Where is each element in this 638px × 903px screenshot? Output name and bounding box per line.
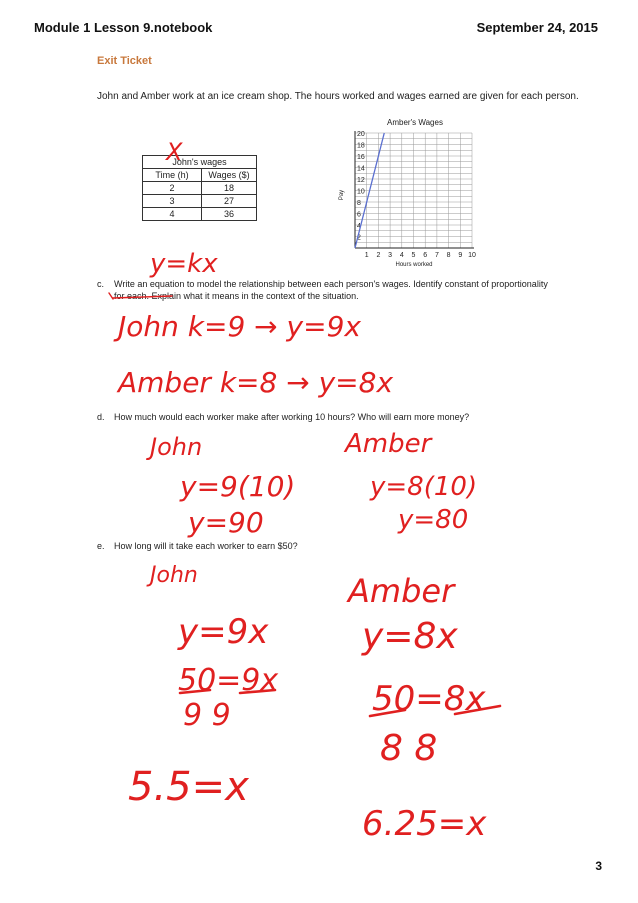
question-c-line2: for each. Explain what it means in the context of the situation. (114, 291, 359, 301)
handwritten-e-john-2: 50=9x (178, 663, 279, 698)
handwritten-x-mark: X (166, 138, 183, 166)
ambers-wages-chart (339, 118, 476, 268)
handwritten-c-john: John k=9 → y=9x (118, 310, 361, 343)
chart-ylabel: Pay (339, 189, 345, 201)
chart-x-tick-label: 3 (388, 252, 393, 259)
chart-y-tick-label: 18 (357, 142, 365, 150)
handwritten-d-amber-name: Amber (345, 429, 432, 459)
handwritten-d-john-2: y=90 (188, 506, 264, 539)
question-c-line1: Write an equation to model the relationship between each person's wages. Identify constant of proportionality (114, 279, 548, 289)
chart-y-tick-label: 2 (357, 234, 361, 242)
handwritten-d-amber-1: y=8(10) (370, 472, 478, 502)
handwritten-general-equation: y=kx (150, 249, 218, 279)
table-caption: John's wages (143, 156, 257, 169)
chart-y-tick-label: 12 (357, 177, 365, 184)
chart-xlabel: Hours worked (395, 262, 433, 268)
worksheet-title: Exit Ticket (97, 55, 152, 67)
table-cell: 18 (202, 182, 257, 195)
handwritten-d-amber-2: y=80 (398, 505, 469, 535)
question-d-text: How much would each worker make after working 10 hours? Who will earn more money? (114, 412, 470, 422)
table-cell: 36 (202, 208, 257, 221)
page-number: 3 (595, 859, 602, 873)
handwritten-e-amber-2: 50=8x (372, 679, 486, 719)
notebook-title: Module 1 Lesson 9.notebook (34, 20, 213, 35)
chart-y-tick-label: 4 (357, 223, 361, 230)
question-d-letter: d. (97, 412, 105, 422)
chart-x-tick-label: 9 (458, 252, 463, 259)
table-cell: 27 (202, 195, 257, 208)
chart-y-tick-label: 16 (357, 154, 365, 161)
handwritten-e-amber-4: 6.25=x (362, 804, 487, 844)
table-header: Time (h) (143, 169, 202, 182)
chart-x-tick-label: 2 (376, 252, 381, 259)
handwritten-e-amber-3: 8 8 (380, 728, 438, 769)
table-cell: 3 (143, 195, 202, 208)
table-header: Wages ($) (202, 169, 257, 182)
chart-y-tick-label: 14 (357, 165, 365, 173)
chart-title: Amber's Wages (387, 118, 443, 127)
table-cell: 2 (143, 182, 202, 195)
question-e-letter: e. (97, 541, 105, 551)
chart-x-tick-label: 6 (423, 252, 428, 259)
chart-x-tick-label: 8 (446, 252, 451, 259)
handwritten-d-john-name: John (150, 433, 203, 461)
handwritten-c-amber: Amber k=8 → y=8x (118, 366, 394, 399)
intro-text: John and Amber work at an ice cream shop. The hours worked and wages earned are given for each person. (97, 91, 579, 102)
chart-y-tick-label: 8 (357, 200, 361, 207)
table-cell: 4 (143, 208, 202, 221)
handwritten-underline (109, 293, 172, 299)
chart-x-tick-label: 7 (434, 252, 439, 259)
chart-y-tick-label: 20 (357, 131, 365, 138)
chart-x-tick-label: 1 (364, 252, 369, 259)
handwritten-e-amber-1: y=8x (362, 616, 458, 657)
page-date: September 24, 2015 (476, 20, 598, 35)
handwritten-e-john-4: 5.5=x (128, 764, 249, 810)
handwritten-e-amber-name: Amber (348, 572, 455, 610)
chart-x-tick-label: 4 (399, 252, 404, 259)
chart-y-tick-label: 6 (357, 211, 361, 219)
handwritten-e-john-name: John (150, 563, 198, 588)
handwritten-e-john-3: 9 9 (183, 698, 231, 733)
handwritten-d-john-1: y=9(10) (180, 470, 296, 503)
question-c-letter: c. (97, 279, 105, 289)
chart-y-tick-label: 10 (357, 188, 365, 196)
handwritten-e-john-1: y=9x (178, 612, 269, 652)
chart-x-tick-label: 5 (411, 252, 416, 259)
question-e-text: How long will it take each worker to earn $50? (114, 541, 298, 551)
chart-x-tick-label: 10 (468, 252, 476, 259)
